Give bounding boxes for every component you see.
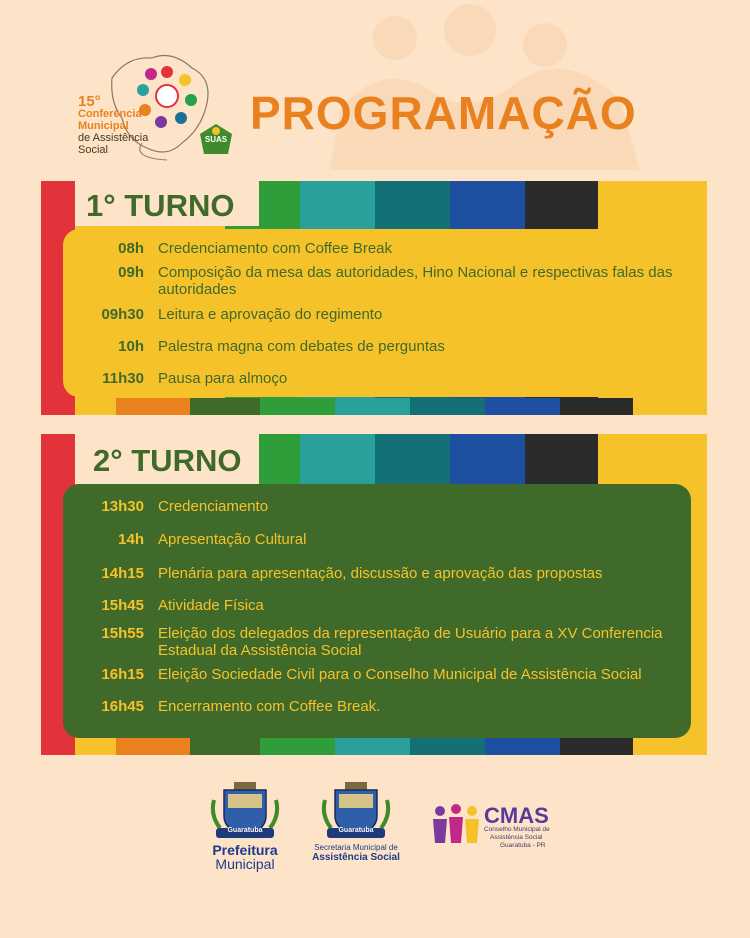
schedule-time: 09h	[118, 264, 144, 281]
turno-2-title: 2° TURNO	[93, 443, 242, 478]
secretaria-label-line1: Secretaria Municipal de	[314, 843, 398, 852]
turno-2-bottom-band	[116, 738, 707, 755]
schedule-time: 15h45	[101, 597, 144, 614]
schedule-time: 09h30	[101, 306, 144, 323]
secretaria-label-line2: Assistência Social	[312, 852, 400, 863]
page-title: PROGRAMAÇÃO	[250, 87, 637, 139]
schedule-description: Pausa para almoço	[158, 370, 288, 387]
secretaria-crest-label: Guaratuba	[338, 827, 374, 834]
schedule-time: 14h15	[101, 565, 144, 582]
schedule-description: Credenciamento com Coffee Break	[158, 240, 393, 257]
schedule-time: 14h	[118, 531, 144, 548]
prefeitura-label-line1: Prefeitura	[212, 842, 278, 858]
schedule-description: Encerramento com Coffee Break.	[158, 698, 381, 715]
schedule-time: 16h15	[101, 666, 144, 683]
prefeitura-crest-label: Guaratuba	[227, 827, 263, 834]
schedule-description: Leitura e aprovação do regimento	[158, 306, 383, 323]
schedule-time: 16h45	[101, 698, 144, 715]
logo-number: 15°	[78, 93, 101, 110]
schedule-time: 13h30	[101, 498, 144, 515]
schedule-description: Composição da mesa das autoridades, Hino Nacional e respectivas falas das autoridades	[158, 264, 673, 298]
cmas-line3: Guaratuba - PR	[500, 842, 546, 849]
cmas-name: CMAS	[484, 803, 549, 828]
schedule-description: Palestra magna com debates de perguntas	[158, 338, 445, 355]
schedule-description: Credenciamento	[158, 498, 269, 515]
schedule-description: Atividade Física	[158, 597, 264, 614]
schedule-time: 10h	[118, 338, 144, 355]
turno-1-bottom-band	[116, 398, 707, 415]
cmas-people-icon	[430, 803, 482, 847]
schedule-time: 08h	[118, 240, 144, 257]
suas-badge-label: SUAS	[204, 135, 228, 144]
logo-line3: de Assistência	[78, 132, 149, 144]
logo-line1: Conferência	[78, 108, 142, 120]
schedule-description: Eleição Sociedade Civil para o Conselho Municipal de Assistência Social	[158, 666, 642, 683]
cmas-line1: Conselho Municipal de	[484, 826, 550, 833]
logo-line2: Municipal	[78, 120, 129, 132]
schedule-description: Eleição dos delegados da representação de Usuário para a XV Conferencia Estadual da Assistência Social	[158, 625, 663, 659]
logo-line4: Social	[78, 144, 108, 156]
turno-2-panel	[63, 484, 691, 738]
schedule-time: 15h55	[101, 625, 144, 642]
turno-1-title: 1° TURNO	[86, 188, 235, 223]
schedule-description: Apresentação Cultural	[158, 531, 307, 548]
conference-logo-text	[78, 93, 178, 156]
schedule-description: Plenária para apresentação, discussão e aprovação das propostas	[158, 565, 603, 582]
turno-1-panel	[63, 229, 691, 397]
schedule-time: 11h30	[102, 370, 144, 387]
cmas-line2: Assistência Social	[490, 834, 543, 841]
prefeitura-label-line2: Municipal	[215, 856, 275, 872]
